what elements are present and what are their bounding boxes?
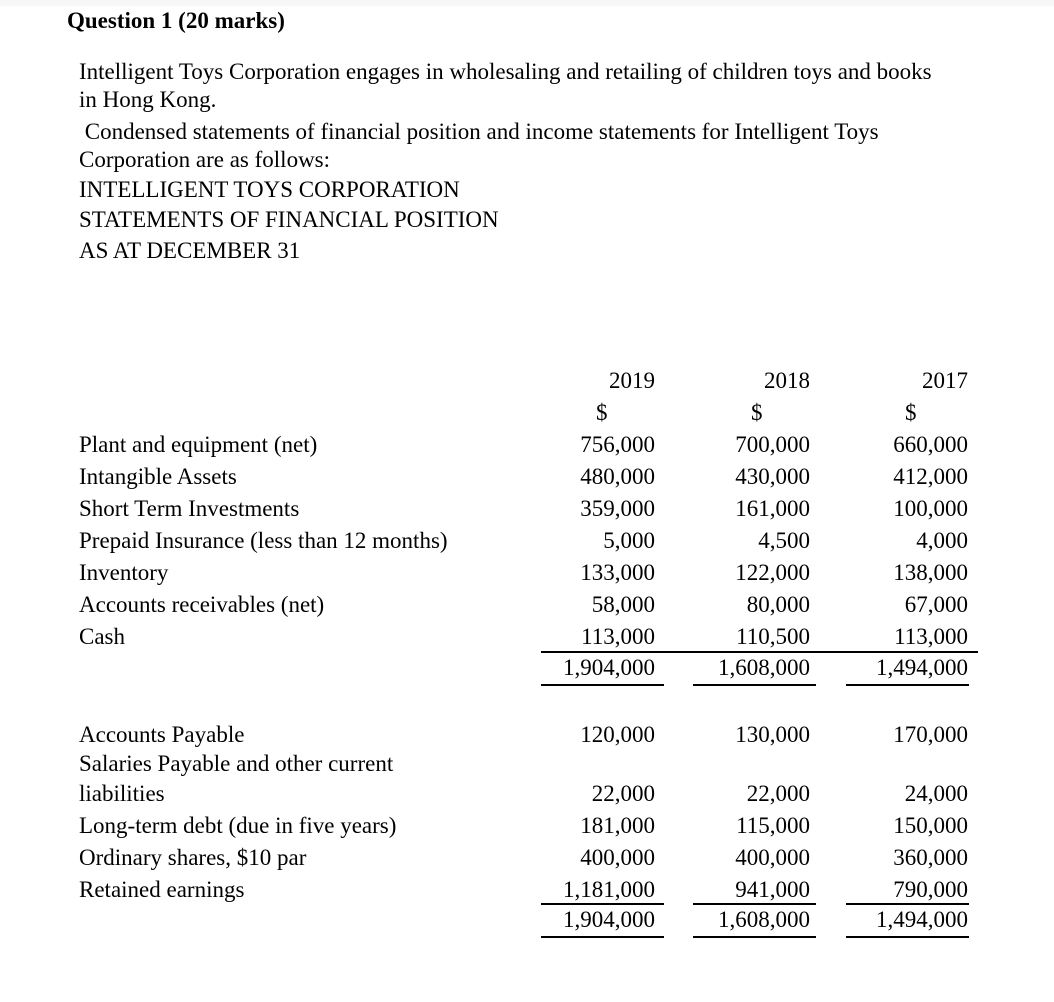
intro-line-3: Condensed statements of financial position and income statements for Intelligent Toys xyxy=(79,119,879,144)
asset-value: 122,000 xyxy=(735,560,810,585)
equity-value: 360,000 xyxy=(893,845,968,870)
assets-total-rule-2017 xyxy=(846,684,969,686)
year-header-2018: 2018 xyxy=(764,368,810,393)
liability-value: 150,000 xyxy=(893,813,968,838)
asset-value: 133,000 xyxy=(580,560,655,585)
liability-label-continued: liabilities xyxy=(79,781,165,806)
asset-value: 80,000 xyxy=(746,592,810,617)
equity-label: Ordinary shares, $10 par xyxy=(79,845,307,870)
currency-2019: $ xyxy=(596,400,608,425)
asset-value: 113,000 xyxy=(581,624,655,649)
liability-value: 22,000 xyxy=(746,781,810,806)
equity-value: 790,000 xyxy=(893,877,968,902)
year-header-2019: 2019 xyxy=(609,368,655,393)
equity-value: 941,000 xyxy=(735,877,810,902)
asset-value: 110,500 xyxy=(736,624,810,649)
liab-equity-total-2019: 1,904,000 xyxy=(563,907,655,932)
year-header-2017: 2017 xyxy=(922,368,968,393)
assets-total-2018: 1,608,000 xyxy=(718,655,810,680)
currency-2017: $ xyxy=(905,400,917,425)
equity-value: 400,000 xyxy=(580,845,655,870)
liability-label: Long-term debt (due in five years) xyxy=(79,813,397,838)
liability-value: 115,000 xyxy=(736,813,810,838)
asset-value: 58,000 xyxy=(591,592,655,617)
liability-value: 130,000 xyxy=(735,722,810,747)
asset-value: 756,000 xyxy=(580,432,655,457)
asset-label: Prepaid Insurance (less than 12 months) xyxy=(79,528,448,553)
asset-label: Inventory xyxy=(79,560,169,585)
asset-label: Short Term Investments xyxy=(79,496,300,521)
liability-label: Salaries Payable and other current xyxy=(79,751,394,776)
liability-value: 24,000 xyxy=(904,781,968,806)
asset-label: Cash xyxy=(79,624,125,649)
equity-label: Retained earnings xyxy=(79,877,245,902)
currency-2018: $ xyxy=(751,400,763,425)
liab-total-rule-2018 xyxy=(693,936,816,938)
statement-name-heading: STATEMENTS OF FINANCIAL POSITION xyxy=(79,207,499,232)
liability-label: Accounts Payable xyxy=(79,722,245,747)
liability-value: 22,000 xyxy=(591,781,655,806)
assets-total-rule-2019 xyxy=(541,684,664,686)
asset-value: 660,000 xyxy=(893,432,968,457)
assets-total-2019: 1,904,000 xyxy=(563,655,655,680)
assets-total-2017: 1,494,000 xyxy=(876,655,968,680)
asset-value: 480,000 xyxy=(580,464,655,489)
liability-value: 120,000 xyxy=(580,722,655,747)
asset-label: Plant and equipment (net) xyxy=(79,432,318,457)
assets-total-rule-2018 xyxy=(693,684,816,686)
liability-value: 170,000 xyxy=(893,722,968,747)
intro-line-2: in Hong Kong. xyxy=(79,87,217,112)
liability-value: 181,000 xyxy=(580,813,655,838)
liab-total-rule-2019 xyxy=(541,936,664,938)
asset-label: Accounts receivables (net) xyxy=(79,592,325,617)
asset-value: 4,500 xyxy=(758,528,810,553)
asset-value: 113,000 xyxy=(894,624,968,649)
intro-line-4: Corporation are as follows: xyxy=(79,147,331,172)
asset-value: 4,000 xyxy=(916,528,968,553)
statement-date-heading: AS AT DECEMBER 31 xyxy=(79,238,301,263)
asset-value: 67,000 xyxy=(904,592,968,617)
liab-total-rule-2017 xyxy=(846,936,969,938)
company-name-heading: INTELLIGENT TOYS CORPORATION xyxy=(79,177,460,202)
intro-line-1: Intelligent Toys Corporation engages in wholesaling and retailing of children toys and books xyxy=(79,59,932,84)
asset-value: 100,000 xyxy=(893,496,968,521)
question-title: Question 1 (20 marks) xyxy=(67,8,285,33)
equity-value: 400,000 xyxy=(735,845,810,870)
asset-value: 359,000 xyxy=(580,496,655,521)
asset-value: 5,000 xyxy=(603,528,655,553)
equity-value: 1,181,000 xyxy=(563,877,655,902)
asset-value: 138,000 xyxy=(893,560,968,585)
asset-value: 430,000 xyxy=(735,464,810,489)
liab-equity-total-2017: 1,494,000 xyxy=(876,907,968,932)
asset-value: 700,000 xyxy=(735,432,810,457)
asset-label: Intangible Assets xyxy=(79,464,237,489)
asset-value: 412,000 xyxy=(893,464,968,489)
asset-value: 161,000 xyxy=(735,496,810,521)
liab-equity-total-2018: 1,608,000 xyxy=(718,907,810,932)
